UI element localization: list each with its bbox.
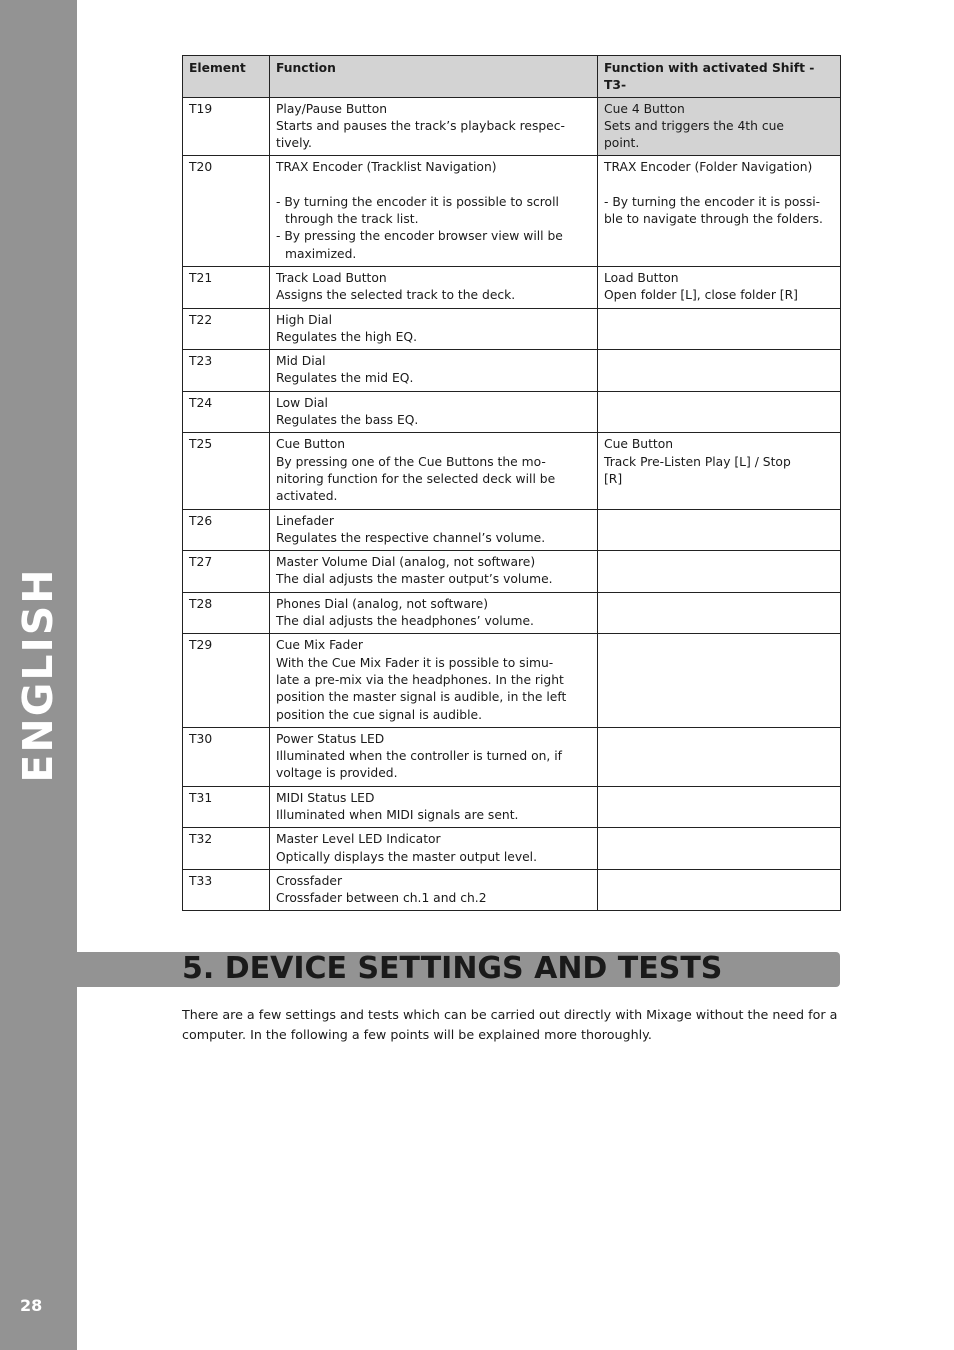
element-cell: T25 xyxy=(183,433,270,509)
shift-line: Track Pre-Listen Play [L] / Stop xyxy=(604,454,791,469)
function-cell xyxy=(270,786,598,828)
function-bullet: - By pressing the encoder browser view will be maximized. xyxy=(276,229,563,261)
function-line: Regulates the mid EQ. xyxy=(276,371,414,386)
table-row xyxy=(183,156,841,266)
function-bullet: - By turning the encoder it is possible to scroll through the track list. xyxy=(276,194,559,227)
table-row xyxy=(183,828,841,870)
table-row xyxy=(183,266,841,308)
function-line: nitoring function for the selected deck will be xyxy=(276,471,556,486)
function-line: Cue Button xyxy=(276,437,346,452)
element-cell: T30 xyxy=(183,727,270,786)
function-cell xyxy=(270,391,598,433)
function-line: Track Load Button xyxy=(276,270,387,285)
shift-line: point. xyxy=(604,136,640,151)
shift-function-cell xyxy=(598,828,841,870)
table-row xyxy=(183,350,841,392)
shift-function-cell xyxy=(598,156,841,266)
shift-function-cell xyxy=(598,308,841,350)
function-cell xyxy=(270,308,598,350)
shift-line: Load Button xyxy=(604,270,679,285)
shift-line: Sets and triggers the 4th cue xyxy=(604,118,784,133)
element-cell: T23 xyxy=(183,350,270,392)
section-intro-paragraph: There are a few settings and tests which can be carried out directly with Mixage without the need for a computer. In the following a few points will be explained more thoroughly. xyxy=(182,1007,838,1042)
function-line: position the cue signal is audible. xyxy=(276,707,482,722)
function-line: High Dial xyxy=(276,312,333,327)
spacer xyxy=(276,177,591,194)
function-cell xyxy=(270,592,598,634)
shift-function-cell xyxy=(598,509,841,551)
function-line: Regulates the respective channel’s volume. xyxy=(276,530,546,545)
shift-function-cell xyxy=(598,592,841,634)
element-cell: T24 xyxy=(183,391,270,433)
function-line: Master Volume Dial (analog, not software) xyxy=(276,555,536,570)
function-cell xyxy=(270,509,598,551)
section-title: 5. DEVICE SETTINGS AND TESTS xyxy=(182,951,723,986)
function-line: With the Cue Mix Fader it is possible to simu- xyxy=(276,655,554,670)
shift-line: Cue Button xyxy=(604,437,674,452)
table-row xyxy=(183,97,841,156)
table-header-row xyxy=(183,56,841,98)
function-line: Starts and pauses the track’s playback respec- xyxy=(276,118,565,133)
function-line: Phones Dial (analog, not software) xyxy=(276,596,489,611)
shift-function-cell xyxy=(598,266,841,308)
language-sidebar xyxy=(0,0,77,1350)
function-line: Illuminated when MIDI signals are sent. xyxy=(276,807,519,822)
table-row xyxy=(183,592,841,634)
shift-line: - By turning the encoder it is possi- xyxy=(604,194,821,209)
shift-function-cell xyxy=(598,97,841,156)
shift-function-cell xyxy=(598,433,841,509)
header-element: Element xyxy=(183,56,270,98)
shift-function-cell xyxy=(598,727,841,786)
function-line: Regulates the high EQ. xyxy=(276,329,417,344)
function-cell xyxy=(270,828,598,870)
element-cell: T20 xyxy=(183,156,270,266)
function-cell xyxy=(270,727,598,786)
function-line: TRAX Encoder (Tracklist Navigation) xyxy=(276,160,497,175)
element-cell: T26 xyxy=(183,509,270,551)
function-cell xyxy=(270,551,598,593)
table-row xyxy=(183,634,841,727)
function-line: Assigns the selected track to the deck. xyxy=(276,288,516,303)
table-row xyxy=(183,433,841,509)
function-line: Crossfader between ch.1 and ch.2 xyxy=(276,891,487,906)
function-line: late a pre-mix via the headphones. In the right xyxy=(276,672,564,687)
function-line: position the master signal is audible, in the left xyxy=(276,690,567,705)
header-function: Function xyxy=(270,56,598,98)
table-row xyxy=(183,786,841,828)
shift-function-cell xyxy=(598,634,841,727)
function-cell xyxy=(270,433,598,509)
function-cell xyxy=(270,97,598,156)
function-cell xyxy=(270,266,598,308)
function-line: Illuminated when the controller is turned on, if xyxy=(276,749,562,764)
function-line: tively. xyxy=(276,136,312,151)
shift-function-cell xyxy=(598,350,841,392)
shift-function-cell xyxy=(598,869,841,911)
shift-line: ble to navigate through the folders. xyxy=(604,212,823,227)
function-line: activated. xyxy=(276,489,338,504)
function-line: Regulates the bass EQ. xyxy=(276,413,419,428)
shift-line: TRAX Encoder (Folder Navigation) xyxy=(604,160,813,175)
function-cell xyxy=(270,869,598,911)
function-line: Crossfader xyxy=(276,873,342,888)
function-line: Optically displays the master output level. xyxy=(276,849,537,864)
table-row xyxy=(183,509,841,551)
element-cell: T28 xyxy=(183,592,270,634)
shift-line: Open folder [L], close folder [R] xyxy=(604,288,798,303)
function-line: Cue Mix Fader xyxy=(276,638,363,653)
element-cell: T19 xyxy=(183,97,270,156)
shift-line: [R] xyxy=(604,471,623,486)
shift-line: Cue 4 Button xyxy=(604,101,685,116)
element-cell: T31 xyxy=(183,786,270,828)
function-cell xyxy=(270,350,598,392)
spacer xyxy=(604,177,834,194)
function-line: Power Status LED xyxy=(276,731,385,746)
table-row xyxy=(183,727,841,786)
language-label: ENGLISH xyxy=(14,567,62,783)
function-line: By pressing one of the Cue Buttons the mo- xyxy=(276,454,546,469)
function-line: The dial adjusts the headphones’ volume. xyxy=(276,614,534,629)
function-line: Master Level LED Indicator xyxy=(276,832,441,847)
shift-function-cell xyxy=(598,551,841,593)
function-cell xyxy=(270,634,598,727)
element-cell: T22 xyxy=(183,308,270,350)
function-line: voltage is provided. xyxy=(276,766,398,781)
function-line: Play/Pause Button xyxy=(276,101,388,116)
function-cell xyxy=(270,156,598,266)
function-line: The dial adjusts the master output’s volume. xyxy=(276,572,553,587)
element-cell: T27 xyxy=(183,551,270,593)
table-row xyxy=(183,551,841,593)
controls-table xyxy=(182,55,841,911)
element-cell: T32 xyxy=(183,828,270,870)
element-cell: T29 xyxy=(183,634,270,727)
function-line: Low Dial xyxy=(276,395,328,410)
function-line: Mid Dial xyxy=(276,354,326,369)
shift-function-cell xyxy=(598,786,841,828)
table-row xyxy=(183,308,841,350)
table-row xyxy=(183,869,841,911)
header-shift-function: Function with activated Shift -T3- xyxy=(598,56,841,98)
element-cell: T21 xyxy=(183,266,270,308)
function-line: Linefader xyxy=(276,513,334,528)
function-line: MIDI Status LED xyxy=(276,790,375,805)
shift-function-cell xyxy=(598,391,841,433)
element-cell: T33 xyxy=(183,869,270,911)
page-number: 28 xyxy=(20,1296,43,1315)
table-row xyxy=(183,391,841,433)
